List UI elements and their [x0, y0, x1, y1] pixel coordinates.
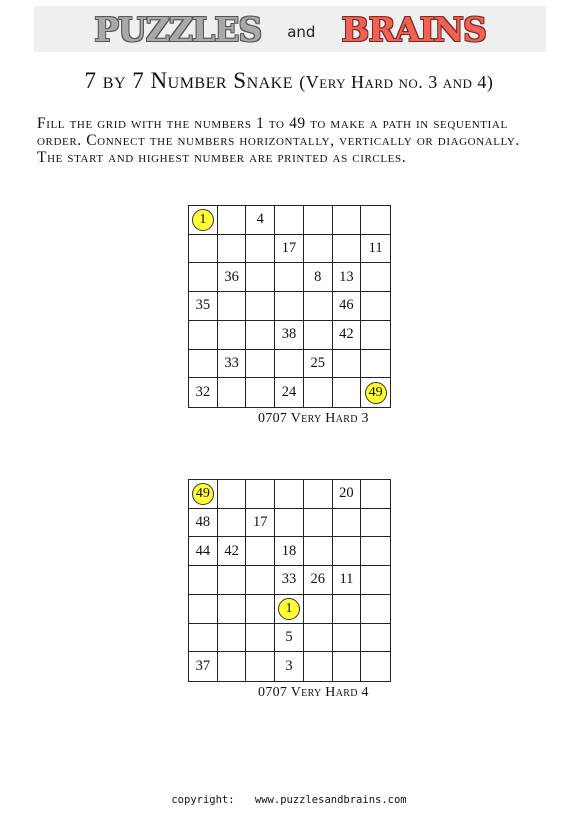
grid-cell[interactable] [275, 350, 304, 379]
grid-cell[interactable] [304, 206, 333, 235]
grid-cell[interactable] [333, 378, 362, 407]
grid-cell[interactable] [246, 566, 275, 595]
grid-cell[interactable]: 5 [275, 624, 304, 653]
grid-cell[interactable] [304, 509, 333, 538]
puzzle-grid-very-hard-4 [188, 479, 391, 682]
grid-cell[interactable] [304, 378, 333, 407]
grid-cell[interactable] [246, 480, 275, 509]
grid-cell[interactable] [218, 292, 247, 321]
grid-cell[interactable] [189, 624, 218, 653]
grid-cell[interactable] [361, 263, 390, 292]
grid-cell[interactable] [189, 480, 218, 509]
footer [0, 794, 578, 806]
grid-cell[interactable] [333, 595, 362, 624]
grid-cell[interactable] [218, 480, 247, 509]
grid-cell[interactable] [275, 595, 304, 624]
grid-cell[interactable] [246, 321, 275, 350]
grid-cell[interactable] [189, 235, 218, 264]
grid-cell[interactable] [361, 292, 390, 321]
grid-cell[interactable] [333, 537, 362, 566]
grid-cell[interactable]: 17 [275, 235, 304, 264]
circled-number: 1 [192, 209, 214, 231]
grid-cell[interactable] [333, 652, 362, 681]
grid-cell[interactable]: 25 [304, 350, 333, 379]
grid-cell[interactable] [189, 566, 218, 595]
logo-and: and [287, 23, 316, 41]
grid-cell[interactable] [333, 624, 362, 653]
circled-number: 1 [278, 598, 300, 620]
grid-cell[interactable] [218, 378, 247, 407]
grid-cell[interactable] [189, 263, 218, 292]
grid-cell[interactable]: 42 [218, 537, 247, 566]
grid-cell[interactable] [361, 624, 390, 653]
circled-number: 49 [365, 382, 387, 404]
grid-cell[interactable]: 46 [333, 292, 362, 321]
grid-cell[interactable]: 3 [275, 652, 304, 681]
puzzle-caption: 0707 Very Hard 3 [258, 411, 369, 426]
instruction-line: The start and highest number are printed as circles. [37, 149, 407, 166]
grid-cell[interactable] [333, 509, 362, 538]
grid-cell[interactable] [304, 292, 333, 321]
page-title [0, 68, 578, 94]
grid-cell[interactable] [333, 206, 362, 235]
grid-cell[interactable] [275, 206, 304, 235]
grid-cell[interactable]: 36 [218, 263, 247, 292]
circled-number: 49 [192, 483, 214, 505]
title-subtitle: (Very Hard no. 3 and 4) [299, 72, 494, 92]
grid-cell[interactable] [246, 624, 275, 653]
grid-cell[interactable] [189, 321, 218, 350]
grid-cell[interactable] [333, 235, 362, 264]
grid-cell[interactable] [246, 537, 275, 566]
grid-cell[interactable] [275, 480, 304, 509]
grid-cell[interactable] [361, 378, 390, 407]
grid-cell[interactable]: 35 [189, 292, 218, 321]
grid-cell[interactable] [304, 480, 333, 509]
grid-cell[interactable]: 44 [189, 537, 218, 566]
grid-cell[interactable] [275, 263, 304, 292]
grid-cell[interactable] [218, 624, 247, 653]
website-link[interactable]: www.puzzlesandbrains.com [254, 794, 407, 806]
grid-cell[interactable] [304, 537, 333, 566]
grid-cell[interactable]: 26 [304, 566, 333, 595]
grid-cell[interactable] [246, 350, 275, 379]
logo-brains: BRAINS [341, 9, 486, 49]
grid-cell[interactable] [275, 509, 304, 538]
puzzle-grid-very-hard-3 [188, 205, 391, 408]
grid-cell[interactable] [218, 509, 247, 538]
grid-cell[interactable] [304, 321, 333, 350]
grid-cell[interactable] [218, 652, 247, 681]
grid-cell[interactable]: 42 [333, 321, 362, 350]
grid-cell[interactable] [304, 624, 333, 653]
grid-cell[interactable]: 13 [333, 263, 362, 292]
grid-cell[interactable]: 18 [275, 537, 304, 566]
grid-cell[interactable] [246, 235, 275, 264]
grid-cell[interactable]: 33 [275, 566, 304, 595]
grid-cell[interactable]: 11 [361, 235, 390, 264]
grid-cell[interactable] [218, 321, 247, 350]
grid-cell[interactable]: 8 [304, 263, 333, 292]
grid-cell[interactable] [246, 595, 275, 624]
grid-cell[interactable] [304, 652, 333, 681]
instructions [37, 115, 557, 166]
grid-cell[interactable] [189, 206, 218, 235]
logo-puzzles: PUZZLES [94, 9, 262, 49]
grid-cell[interactable]: 32 [189, 378, 218, 407]
grid-cell[interactable] [361, 652, 390, 681]
grid-cell[interactable] [333, 350, 362, 379]
grid-cell[interactable] [361, 350, 390, 379]
grid-cell[interactable] [246, 263, 275, 292]
title-main: 7 by 7 Number Snake [84, 68, 294, 93]
grid-cell[interactable] [189, 595, 218, 624]
grid-cell[interactable] [246, 652, 275, 681]
grid-cell[interactable] [246, 292, 275, 321]
grid-cell[interactable] [361, 206, 390, 235]
grid-cell[interactable] [218, 206, 247, 235]
grid-cell[interactable] [246, 378, 275, 407]
grid-cell[interactable]: 20 [333, 480, 362, 509]
grid-cell[interactable] [304, 235, 333, 264]
puzzle-caption: 0707 Very Hard 4 [258, 685, 369, 700]
grid-cell[interactable] [189, 350, 218, 379]
copyright-label: copyright: [171, 794, 235, 806]
grid-cell[interactable] [218, 235, 247, 264]
grid-cell[interactable]: 24 [275, 378, 304, 407]
grid-cell[interactable]: 33 [218, 350, 247, 379]
grid-cell[interactable] [361, 566, 390, 595]
instruction-line: Fill the grid with the numbers 1 to 49 to make a path in sequential [37, 115, 508, 132]
grid-cell[interactable] [218, 595, 247, 624]
grid-cell[interactable] [361, 321, 390, 350]
grid-cell[interactable]: 11 [333, 566, 362, 595]
grid-cell[interactable] [361, 595, 390, 624]
header-banner [34, 6, 546, 52]
grid-cell[interactable] [275, 292, 304, 321]
grid-cell[interactable]: 48 [189, 509, 218, 538]
grid-cell[interactable] [361, 537, 390, 566]
grid-cell[interactable]: 37 [189, 652, 218, 681]
grid-cell[interactable]: 4 [246, 206, 275, 235]
grid-cell[interactable]: 17 [246, 509, 275, 538]
grid-cell[interactable] [218, 566, 247, 595]
grid-cell[interactable] [304, 595, 333, 624]
grid-cell[interactable]: 38 [275, 321, 304, 350]
grid-cell[interactable] [361, 509, 390, 538]
grid-cell[interactable] [361, 480, 390, 509]
instruction-line: order. Connect the numbers horizontally, vertically or diagonally. [37, 132, 520, 149]
